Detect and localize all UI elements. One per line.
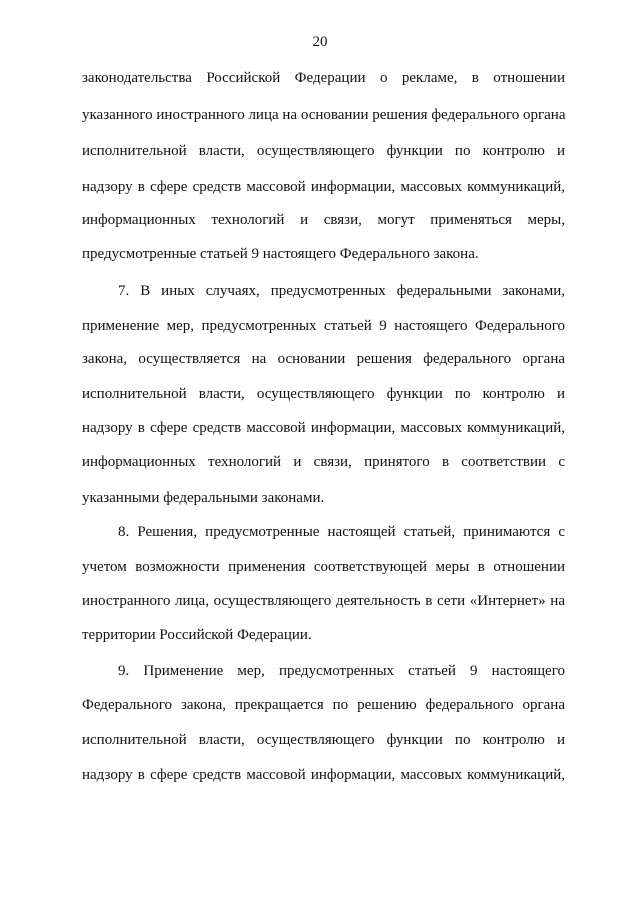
text-line: учетом возможности применения соответствующей меры в отношении xyxy=(82,559,565,575)
text-line: Федерального закона, прекращается по решению федерального органа xyxy=(82,697,565,713)
text-line: надзору в сфере средств массовой информации, массовых коммуникаций, xyxy=(82,767,565,783)
text-line: указанными федеральными законами. xyxy=(82,490,325,506)
paragraph-8-first-line: 8. Решения, предусмотренные настоящей статьей, принимаются с xyxy=(118,524,565,540)
text-line: закона, осуществляется на основании решения федерального органа xyxy=(82,351,565,367)
text-line: исполнительной власти, осуществляющего функции по контролю и xyxy=(82,386,565,402)
text-line: указанного иностранного лица на основании решения федерального органа xyxy=(82,107,566,123)
text-line: надзору в сфере средств массовой информации, массовых коммуникаций, xyxy=(82,420,565,436)
text-line: применение мер, предусмотренных статьей 9 настоящего Федерального xyxy=(82,318,565,334)
text-line: информационных технологий и связи, могут применяться меры, xyxy=(82,212,565,228)
text-line: предусмотренные статьей 9 настоящего Федерального закона. xyxy=(82,246,479,262)
paragraph-9-first-line: 9. Применение мер, предусмотренных статьей 9 настоящего xyxy=(118,663,565,679)
text-line: законодательства Российской Федерации о рекламе, в отношении xyxy=(82,70,565,86)
text-line: информационных технологий и связи, принятого в соответствии с xyxy=(82,454,565,470)
paragraph-7-first-line: 7. В иных случаях, предусмотренных федеральными законами, xyxy=(118,283,565,299)
text-line: исполнительной власти, осуществляющего функции по контролю и xyxy=(82,732,565,748)
page-number: 20 xyxy=(312,34,328,50)
text-line: исполнительной власти, осуществляющего функции по контролю и xyxy=(82,143,565,159)
text-line: иностранного лица, осуществляющего деятельность в сети «Интернет» на xyxy=(82,593,565,609)
text-line: надзору в сфере средств массовой информации, массовых коммуникаций, xyxy=(82,179,565,195)
text-line: территории Российской Федерации. xyxy=(82,627,312,643)
